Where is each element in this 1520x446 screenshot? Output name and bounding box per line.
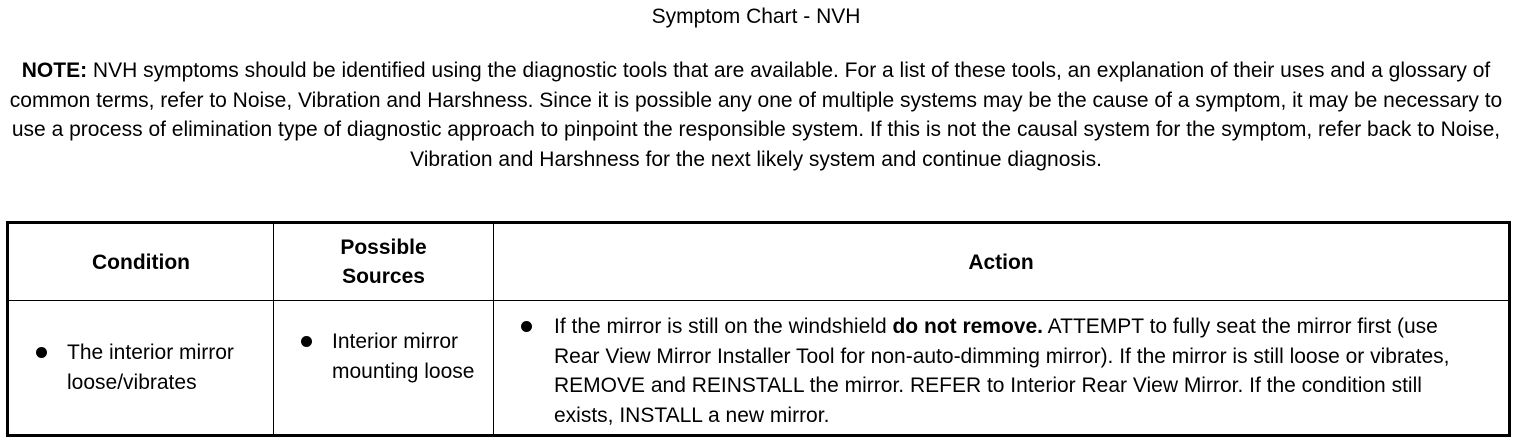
- action-text-start: If the mirror is still on the windshield: [554, 315, 893, 338]
- sources-text: Interior mirror mounting loose: [332, 330, 475, 383]
- page-title: Symptom Chart - NVH: [651, 5, 861, 28]
- action-text-emphasis: do not remove.: [892, 315, 1043, 338]
- table-header-row: [8, 223, 1510, 301]
- header-action: Action: [494, 223, 1510, 301]
- note-label: NOTE:: [21, 59, 88, 82]
- header-condition: Condition: [8, 223, 274, 301]
- header-possible-sources: Possible Sources: [274, 223, 494, 301]
- bullet-icon: [301, 336, 312, 347]
- action-text-rest: ATTEMPT to fully seat the mirror first (use Rear View Mirror Installer Tool for non-auto-dimming mirror). If the mirror is still loose or vibrates, REMOVE and REINSTALL the mirror. REFER to Interior Rear View Mirror. If the condition still exists, INSTALL a new mirror.: [554, 315, 1450, 427]
- condition-text: The interior mirror loose/vibrates: [67, 341, 234, 394]
- action-text: [554, 312, 1468, 430]
- symptom-table: [6, 221, 1511, 437]
- sources-cell: [274, 301, 494, 436]
- note-paragraph: [4, 56, 1508, 174]
- action-cell: [494, 301, 1510, 436]
- note-text: NVH symptoms should be identified using the diagnostic tools that are available. For a list of these tools, an explanation of their uses and a glossary of common terms, refer to Noise, Vibration and Harshness. Since it is possible any one of multiple systems may be the cause of a symptom, it may be necessary to use a process of elimination type of diagnostic approach to pinpoint the responsible system. If this is not the causal system for the symptom, refer back to Noise, Vibration and Harshness for the next likely system and continue diagnosis.: [9, 59, 1503, 171]
- table-row: [8, 301, 1510, 436]
- bullet-icon: [36, 347, 47, 358]
- condition-cell: [8, 301, 274, 436]
- bullet-icon: [521, 321, 532, 332]
